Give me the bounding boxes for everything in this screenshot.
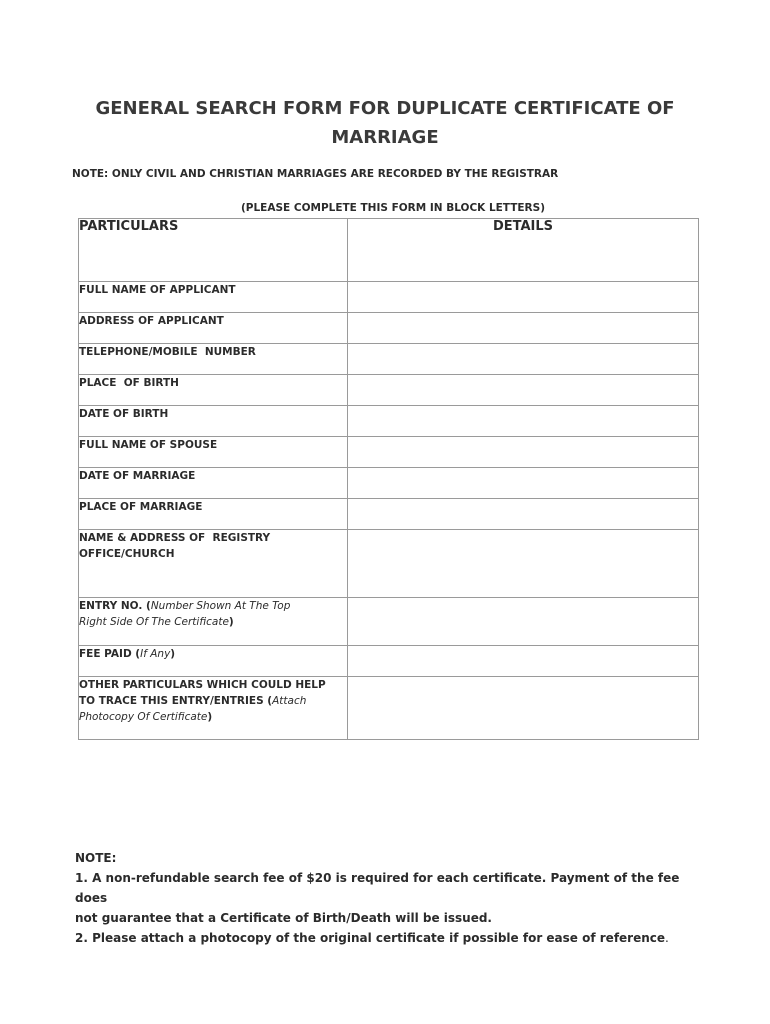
registry-office-label-line1: NAME & ADDRESS OF REGISTRY <box>79 532 271 544</box>
other-particulars-label-line2-bold: TO TRACE THIS ENTRY/ENTRIES ( <box>79 695 273 707</box>
fee-note-heading: NOTE: <box>75 851 117 865</box>
table-row <box>79 437 699 468</box>
table-row <box>79 282 699 313</box>
table-row <box>79 598 699 646</box>
registry-office-label <box>79 530 348 598</box>
fee-note-item1-line2: not guarantee that a Certificate of Birth/Death will be issued. <box>75 911 492 925</box>
place-of-birth-label: PLACE OF BIRTH <box>79 375 348 406</box>
other-particulars-field[interactable] <box>348 677 699 740</box>
entry-no-label-close: ) <box>228 616 234 628</box>
table-row <box>79 406 699 437</box>
spouse-name-field[interactable] <box>348 437 699 468</box>
entry-no-label-bold: ENTRY NO. ( <box>79 600 151 612</box>
table-row <box>79 313 699 344</box>
details-header: DETAILS <box>348 219 699 282</box>
date-of-birth-field[interactable] <box>348 406 699 437</box>
table-row <box>79 468 699 499</box>
entry-no-label <box>79 598 348 646</box>
fee-note-item2-end: . <box>665 931 669 945</box>
other-particulars-label-close: ) <box>207 711 213 723</box>
fee-note-item1-line1: 1. A non-refundable search fee of $20 is required for each certificate. Payment of the fee does <box>75 871 680 905</box>
registry-office-label-line2: OFFICE/CHURCH <box>79 548 175 560</box>
applicant-address-field[interactable] <box>348 313 699 344</box>
form-title-line1: GENERAL SEARCH FORM FOR DUPLICATE CERTIFICATE OF <box>95 98 675 119</box>
particulars-header: PARTICULARS <box>79 219 348 282</box>
applicant-name-field[interactable] <box>348 282 699 313</box>
place-of-marriage-field[interactable] <box>348 499 699 530</box>
form-title <box>0 94 770 152</box>
entry-no-label-italic1: Number Shown At The Top <box>150 600 291 612</box>
fee-paid-label-italic: If Any <box>140 648 171 660</box>
date-of-marriage-label: DATE OF MARRIAGE <box>79 468 348 499</box>
fee-note <box>75 848 715 948</box>
fee-paid-label-close: ) <box>170 648 176 660</box>
table-row <box>79 344 699 375</box>
entry-no-field[interactable] <box>348 598 699 646</box>
fee-paid-label <box>79 646 348 677</box>
date-of-birth-label: DATE OF BIRTH <box>79 406 348 437</box>
place-of-marriage-label: PLACE OF MARRIAGE <box>79 499 348 530</box>
table-row <box>79 677 699 740</box>
form-title-line2: MARRIAGE <box>331 127 439 148</box>
table-row <box>79 375 699 406</box>
registrar-note: NOTE: ONLY CIVIL AND CHRISTIAN MARRIAGES ARE RECORDED BY THE REGISTRAR <box>72 168 559 180</box>
telephone-label: TELEPHONE/MOBILE NUMBER <box>79 344 348 375</box>
fee-paid-field[interactable] <box>348 646 699 677</box>
other-particulars-label-line2-italic: Attach <box>272 695 307 707</box>
other-particulars-label-line3-italic: Photocopy Of Certificate <box>79 711 208 723</box>
place-of-birth-field[interactable] <box>348 375 699 406</box>
applicant-address-label: ADDRESS OF APPLICANT <box>79 313 348 344</box>
entry-no-label-italic2: Right Side Of The Certificate <box>79 616 229 628</box>
particulars-table <box>78 218 699 740</box>
applicant-name-label: FULL NAME OF APPLICANT <box>79 282 348 313</box>
table-row <box>79 499 699 530</box>
spouse-name-label: FULL NAME OF SPOUSE <box>79 437 348 468</box>
block-letters-instruction: (PLEASE COMPLETE THIS FORM IN BLOCK LETTERS) <box>240 202 545 214</box>
table-row <box>79 646 699 677</box>
table-header-row <box>79 219 699 282</box>
fee-note-item2: 2. Please attach a photocopy of the original certificate if possible for ease of reference <box>75 931 666 945</box>
other-particulars-label <box>79 677 348 740</box>
table-row <box>79 530 699 598</box>
telephone-field[interactable] <box>348 344 699 375</box>
registry-office-field[interactable] <box>348 530 699 598</box>
other-particulars-label-line1: OTHER PARTICULARS WHICH COULD HELP <box>79 679 326 691</box>
date-of-marriage-field[interactable] <box>348 468 699 499</box>
fee-paid-label-bold: FEE PAID ( <box>79 648 141 660</box>
